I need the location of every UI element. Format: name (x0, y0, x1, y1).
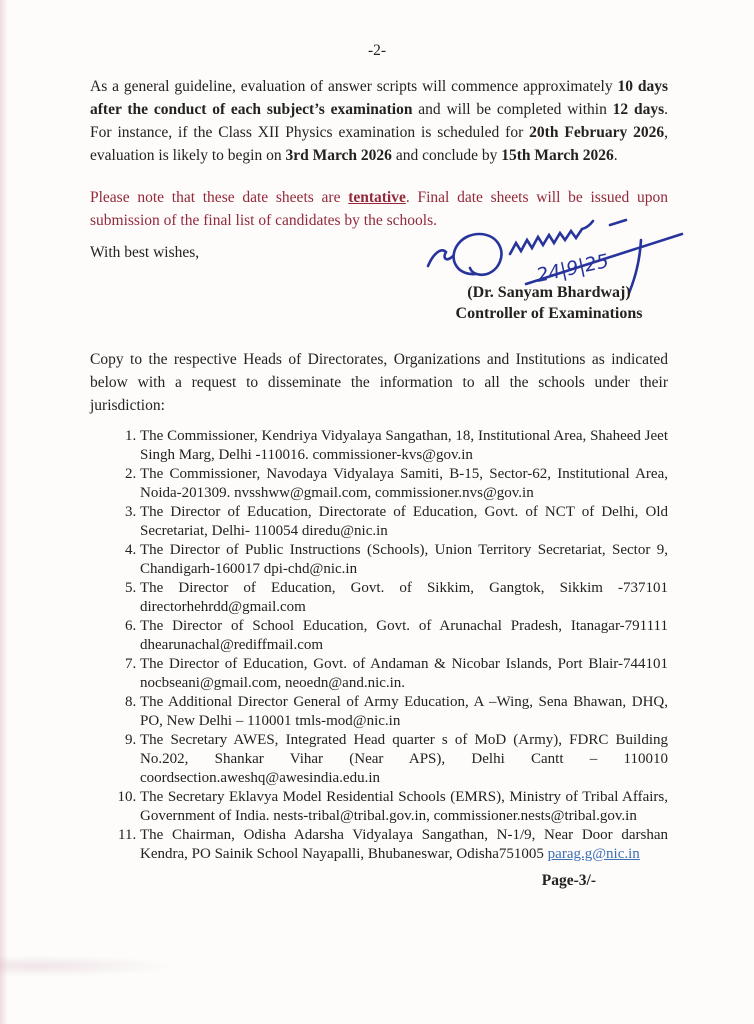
bold-text-segment: 12 days (612, 101, 665, 118)
recipient-text: The Director of Public Instructions (Schools), Union Territory Secretariat, Sector 9, Chandigarh-160017 dpi-chd@nic.in (140, 542, 668, 577)
recipient-text: The Secretary Eklavya Model Residential Schools (EMRS), Ministry of Tribal Affairs, Government of India. nests-tribal@tribal.gov.in, commissioner.nests@tribal.gov.in (140, 789, 668, 824)
signee-name: (Dr. Sanyam Bhardwaj) (467, 284, 631, 301)
text-segment: Please note that these date sheets are (90, 189, 349, 206)
text-segment: . Final date sheets will be issued upon submission of the final list of candidates by the schools. (90, 189, 668, 229)
signature-block (412, 218, 686, 324)
recipient-text: The Director of Education, Directorate of Education, Govt. of NCT of Delhi, Old Secretariat, Delhi- 110054 diredu@nic.in (140, 504, 668, 539)
recipient-text: The Commissioner, Navodaya Vidyalaya Samiti, B-15, Sector-62, Institutional Area, Noida-201309. nvsshww@gmail.com, commissioner.nvs@gov.in (140, 466, 668, 501)
text-segment: and conclude by (391, 147, 502, 164)
signature-stroke (510, 221, 593, 254)
text-segment: . (613, 147, 618, 164)
scan-smudge-artifact (0, 955, 180, 977)
recipient-text: The Director of Education, Govt. of Sikkim, Gangtok, Sikkim -737101 directorhehrdd@gmail.com (140, 580, 668, 615)
signature-stroke (610, 220, 626, 225)
signature-stroke (428, 250, 453, 266)
recipient-item (140, 693, 668, 731)
recipient-item (140, 655, 668, 693)
recipient-item (140, 541, 668, 579)
signature-stroke (454, 234, 502, 275)
closing-row (90, 244, 668, 324)
recipient-text: The Director of School Education, Govt. of Arunachal Pradesh, Itanagar-791111 dhearunachal@rediffmail.com (140, 618, 668, 653)
recipient-text: The Additional Director General of Army Education, A –Wing, Sena Bhawan, DHQ, PO, New Delhi – 110001 tmls-mod@nic.in (140, 694, 668, 729)
recipients-list (90, 427, 668, 864)
recipient-item (140, 503, 668, 541)
recipient-text: The Commissioner, Kendriya Vidyalaya Sangathan, 18, Institutional Area, Shaheed Jeet Singh Marg, Delhi -110016. commissioner-kvs@gov.in (140, 428, 668, 463)
recipient-text: The Secretary AWES, Integrated Head quarter s of MoD (Army), FDRC Building No.202, Shankar Vihar (Near APS), Delhi Cantt – 110010 coordsection.aweshq@awesindia.edu.in (140, 732, 668, 786)
text-segment: and will be completed within (412, 101, 613, 118)
text-segment: . For instance, if the Class XII Physics examination is scheduled for (90, 101, 668, 141)
tentative-emphasis: tentative (348, 189, 406, 206)
page-footer: Page-3/- (541, 872, 596, 889)
bold-text-segment: 20th February 2026 (529, 124, 665, 141)
recipient-item (140, 579, 668, 617)
recipient-email-link[interactable]: parag.g@nic.in (547, 846, 640, 862)
copy-to-paragraph: Copy to the respective Heads of Directorates, Organizations and Institutions as indicated below with a request to disseminate the information to all the schools under their jurisdiction: (90, 351, 668, 414)
page-number: -2- (367, 42, 387, 59)
text-segment: , evaluation is likely to begin on (90, 124, 668, 164)
text-segment: As a general guideline, evaluation of answer scripts will commence approximately (90, 78, 618, 95)
letter-body (90, 75, 668, 890)
recipient-item (140, 465, 668, 503)
recipient-item (140, 788, 668, 826)
signature-date: 24|9|25 (534, 250, 611, 287)
recipient-item (140, 617, 668, 655)
recipient-text: The Chairman, Odisha Adarsha Vidyalaya Sangathan, N-1/9, Near Door darshan Kendra, PO Sainik School Nayapalli, Bhubaneswar, Odisha751005 (140, 827, 668, 862)
bold-text-segment: 15th March 2026 (501, 147, 614, 164)
bold-text-segment: 10 days after the conduct of each subject’s examination (90, 78, 668, 118)
recipient-text: The Director of Education, Govt. of Andaman & Nicobar Islands, Port Blair-744101 nocbseani@gmail.com, neoedn@and.nic.in. (140, 656, 668, 691)
recipient-item (140, 731, 668, 788)
recipient-item (140, 427, 668, 465)
bold-text-segment: 3rd March 2026 (285, 147, 392, 164)
signee-title: Controller of Examinations (455, 305, 643, 322)
scan-edge-artifact (0, 0, 8, 1024)
recipient-item (140, 826, 668, 864)
guideline-paragraph (90, 75, 668, 167)
closing-line: With best wishes, (90, 244, 200, 261)
